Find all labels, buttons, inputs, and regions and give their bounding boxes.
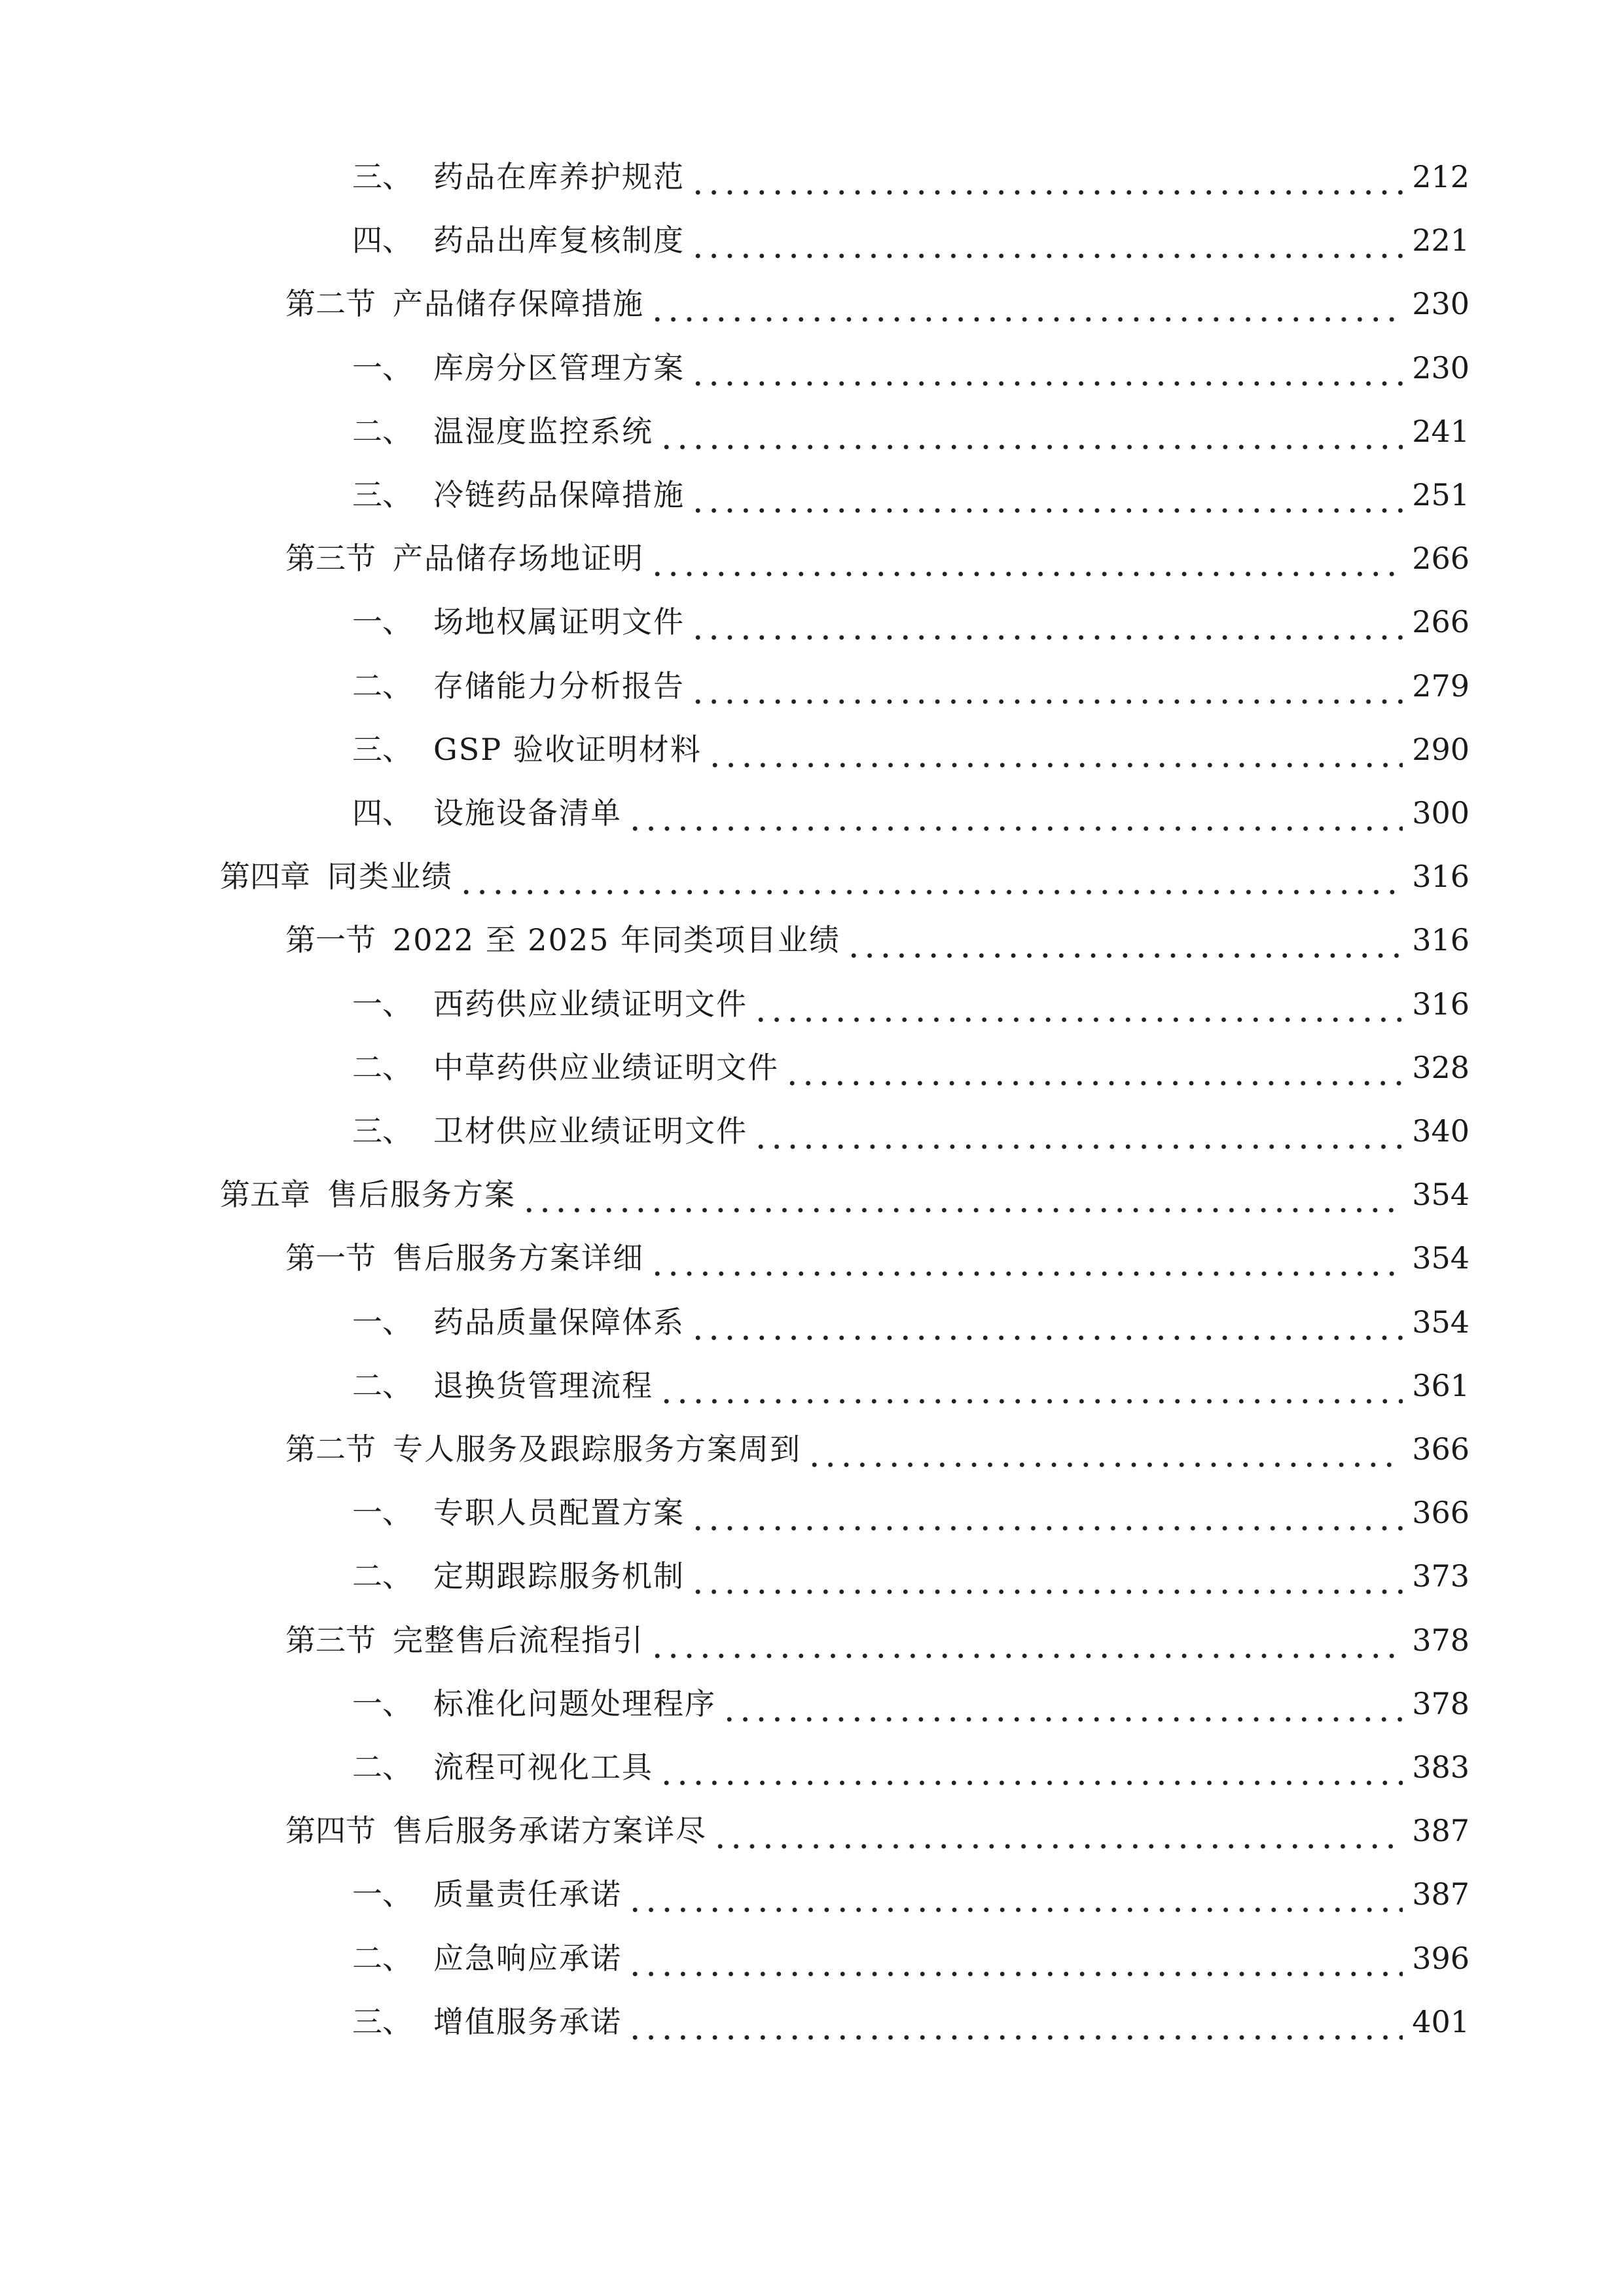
toc-dot-leader [784, 1041, 1403, 1094]
toc-entry-page: 328 [1412, 1049, 1470, 1085]
toc-entry-title: 定期跟踪服务机制 [433, 1558, 685, 1594]
toc-entry-number: 第四节 [285, 1813, 376, 1849]
toc-entry-number: 三、 [352, 159, 412, 194]
toc-dot-leader [649, 532, 1403, 584]
toc-entry-page: 366 [1412, 1495, 1470, 1531]
toc-entry-number: 二、 [352, 1049, 412, 1085]
toc-entry-page: 316 [1412, 986, 1470, 1022]
toc-entry-item[interactable] [352, 342, 1470, 394]
toc-entry-number: 第二节 [285, 1431, 376, 1467]
toc-entry-page: 354 [1412, 1304, 1470, 1340]
toc-entry-section[interactable] [285, 1232, 1470, 1284]
toc-entry-section[interactable] [285, 914, 1470, 966]
toc-entry-title: 增值服务承诺 [433, 2003, 622, 2039]
toc-entry-title: 退换货管理流程 [433, 1367, 653, 1403]
toc-dot-leader [690, 342, 1403, 394]
toc-entry-title: 药品在库养护规范 [433, 159, 685, 194]
toc-entry-item[interactable] [352, 596, 1470, 648]
toc-entry-title: 2022 至 2025 年同类项目业绩 [393, 922, 840, 958]
toc-entry-number: 一、 [352, 1876, 412, 1912]
toc-entry-number: 二、 [352, 668, 412, 704]
toc-entry-item[interactable] [352, 1105, 1470, 1157]
toc-entry-page: 354 [1412, 1177, 1470, 1213]
toc-dot-leader [707, 723, 1403, 776]
toc-entry-page: 316 [1412, 859, 1470, 895]
toc-dot-leader [690, 1550, 1403, 1602]
toc-entry-item[interactable] [352, 1359, 1470, 1412]
toc-entry-page: 316 [1412, 922, 1470, 958]
toc-entry-title: 冷链药品保障措施 [433, 477, 685, 512]
toc-entry-page: 290 [1412, 731, 1470, 767]
toc-entry-title: 产品储存场地证明 [393, 541, 644, 577]
toc-entry-page: 230 [1412, 350, 1470, 386]
toc-entry-title: 售后服务方案 [327, 1177, 516, 1213]
toc-dot-leader [721, 1677, 1403, 1730]
toc-entry-number: 二、 [352, 1749, 412, 1785]
toc-entry-section[interactable] [285, 1804, 1470, 1857]
toc-dot-leader [846, 914, 1403, 966]
toc-dot-leader [627, 1932, 1403, 1984]
toc-dot-leader [649, 1232, 1403, 1284]
toc-entry-page: 366 [1412, 1431, 1470, 1467]
toc-entry-item[interactable] [352, 660, 1470, 712]
toc-entry-title: 药品出库复核制度 [433, 223, 685, 259]
toc-entry-item[interactable] [352, 405, 1470, 457]
toc-entry-item[interactable] [352, 1868, 1470, 1920]
toc-entry-number: 第一节 [285, 1240, 376, 1276]
toc-entry-title: 标准化问题处理程序 [433, 1685, 716, 1721]
toc-entry-page: 230 [1412, 286, 1470, 322]
toc-entry-title: 西药供应业绩证明文件 [433, 986, 748, 1022]
toc-entry-title: 完整售后流程指引 [393, 1622, 644, 1658]
toc-entry-number: 第四章 [220, 859, 310, 895]
toc-dot-leader [753, 1105, 1403, 1157]
toc-entry-number: 四、 [352, 223, 412, 259]
toc-entry-page: 401 [1412, 2003, 1470, 2039]
toc-entry-number: 一、 [352, 986, 412, 1022]
toc-entry-number: 一、 [352, 604, 412, 640]
toc-entry-item[interactable] [352, 1677, 1470, 1730]
toc-entry-title: 应急响应承诺 [433, 1940, 622, 1976]
toc-entry-page: 266 [1412, 604, 1470, 640]
toc-entry-item[interactable] [352, 1741, 1470, 1793]
toc-entry-section[interactable] [285, 1423, 1470, 1475]
toc-entry-number: 第五章 [220, 1177, 310, 1213]
toc-dot-leader [627, 1996, 1403, 2048]
toc-entry-number: 一、 [352, 1495, 412, 1531]
toc-dot-leader [659, 1741, 1403, 1793]
toc-entry-page: 378 [1412, 1685, 1470, 1721]
toc-entry-number: 三、 [352, 477, 412, 512]
toc-dot-leader [690, 596, 1403, 648]
toc-entry-page: 383 [1412, 1749, 1470, 1785]
toc-entry-title: 质量责任承诺 [433, 1876, 622, 1912]
toc-entry-number: 第三节 [285, 541, 376, 577]
toc-entry-number: 一、 [352, 1685, 412, 1721]
toc-entry-number: 一、 [352, 1304, 412, 1340]
toc-entry-number: 第三节 [285, 1622, 376, 1658]
toc-entry-page: 378 [1412, 1622, 1470, 1658]
toc-entry-item[interactable] [352, 723, 1470, 776]
toc-entry-item[interactable] [352, 787, 1470, 839]
toc-dot-leader [659, 1359, 1403, 1412]
toc-dot-leader [690, 214, 1403, 266]
toc-entry-title: 流程可视化工具 [433, 1749, 653, 1785]
toc-entry-page: 373 [1412, 1558, 1470, 1594]
toc-entry-item[interactable] [352, 1041, 1470, 1094]
toc-entry-title: 专职人员配置方案 [433, 1495, 685, 1531]
toc-entry-number: 三、 [352, 2003, 412, 2039]
toc-dot-leader [690, 469, 1403, 521]
toc-entry-title: 药品质量保障体系 [433, 1304, 685, 1340]
toc-entry-page: 221 [1412, 223, 1470, 259]
toc-entry-title: 场地权属证明文件 [433, 604, 685, 640]
toc-entry-page: 387 [1412, 1813, 1470, 1849]
toc-entry-number: 四、 [352, 795, 412, 831]
toc-entry-page: 266 [1412, 541, 1470, 577]
toc-entry-item[interactable] [352, 978, 1470, 1030]
toc-entry-page: 251 [1412, 477, 1470, 512]
toc-entry-title: 售后服务方案详细 [393, 1240, 644, 1276]
toc-entry-page: 212 [1412, 159, 1470, 194]
toc-dot-leader [458, 850, 1403, 903]
toc-entry-item[interactable] [352, 1996, 1470, 2048]
toc-dot-leader [690, 151, 1403, 203]
toc-entry-section[interactable] [285, 532, 1470, 584]
toc-entry-item[interactable] [352, 469, 1470, 521]
toc-entry-page: 354 [1412, 1240, 1470, 1276]
toc-entry-title: GSP 验收证明材料 [433, 731, 702, 767]
toc-entry-title: 温湿度监控系统 [433, 413, 653, 449]
toc-dot-leader [521, 1168, 1403, 1221]
toc-entry-page: 387 [1412, 1876, 1470, 1912]
toc-dot-leader [712, 1804, 1403, 1857]
toc-entry-chapter[interactable] [220, 850, 1470, 903]
toc-dot-leader [649, 1614, 1403, 1666]
toc-dot-leader [690, 660, 1403, 712]
toc-entry-number: 二、 [352, 1940, 412, 1976]
toc-dot-leader [690, 1486, 1403, 1539]
toc-entry-number: 三、 [352, 731, 412, 767]
toc-entry-page: 340 [1412, 1113, 1470, 1149]
toc-entry-number: 二、 [352, 1367, 412, 1403]
toc-entry-title: 专人服务及跟踪服务方案周到 [393, 1431, 801, 1467]
toc-entry-title: 设施设备清单 [433, 795, 622, 831]
toc-entry-item[interactable] [352, 151, 1470, 203]
toc-entry-title: 售后服务承诺方案详尽 [393, 1813, 707, 1849]
toc-entry-title: 同类业绩 [327, 859, 453, 895]
toc-entry-number: 二、 [352, 413, 412, 449]
toc-entry-title: 存储能力分析报告 [433, 668, 685, 704]
toc-dot-leader [627, 787, 1403, 839]
toc-entry-title: 卫材供应业绩证明文件 [433, 1113, 748, 1149]
toc-dot-leader [690, 1296, 1403, 1348]
toc-entry-number: 第一节 [285, 922, 376, 958]
toc-entry-number: 一、 [352, 350, 412, 386]
toc-dot-leader [649, 278, 1403, 330]
toc-entry-item[interactable] [352, 1932, 1470, 1984]
toc-dot-leader [627, 1868, 1403, 1920]
toc-entry-title: 库房分区管理方案 [433, 350, 685, 386]
toc-entry-item[interactable] [352, 1296, 1470, 1348]
toc-entry-item[interactable] [352, 1486, 1470, 1539]
toc-entry-section[interactable] [285, 1614, 1470, 1666]
toc-entry-item[interactable] [352, 214, 1470, 266]
toc-entry-chapter[interactable] [220, 1168, 1470, 1221]
toc-entry-page: 361 [1412, 1367, 1470, 1403]
toc-dot-leader [753, 978, 1403, 1030]
toc-entry-page: 396 [1412, 1940, 1470, 1976]
toc-entry-page: 241 [1412, 413, 1470, 449]
toc-entry-number: 三、 [352, 1113, 412, 1149]
toc-entry-title: 产品储存保障措施 [393, 286, 644, 322]
toc-dot-leader [806, 1423, 1403, 1475]
toc-entry-number: 二、 [352, 1558, 412, 1594]
toc-entry-section[interactable] [285, 278, 1470, 330]
toc-entry-page: 300 [1412, 795, 1470, 831]
toc-entry-title: 中草药供应业绩证明文件 [433, 1049, 779, 1085]
toc-entry-item[interactable] [352, 1550, 1470, 1602]
toc-entry-page: 279 [1412, 668, 1470, 704]
toc-dot-leader [659, 405, 1403, 457]
toc-entry-number: 第二节 [285, 286, 376, 322]
